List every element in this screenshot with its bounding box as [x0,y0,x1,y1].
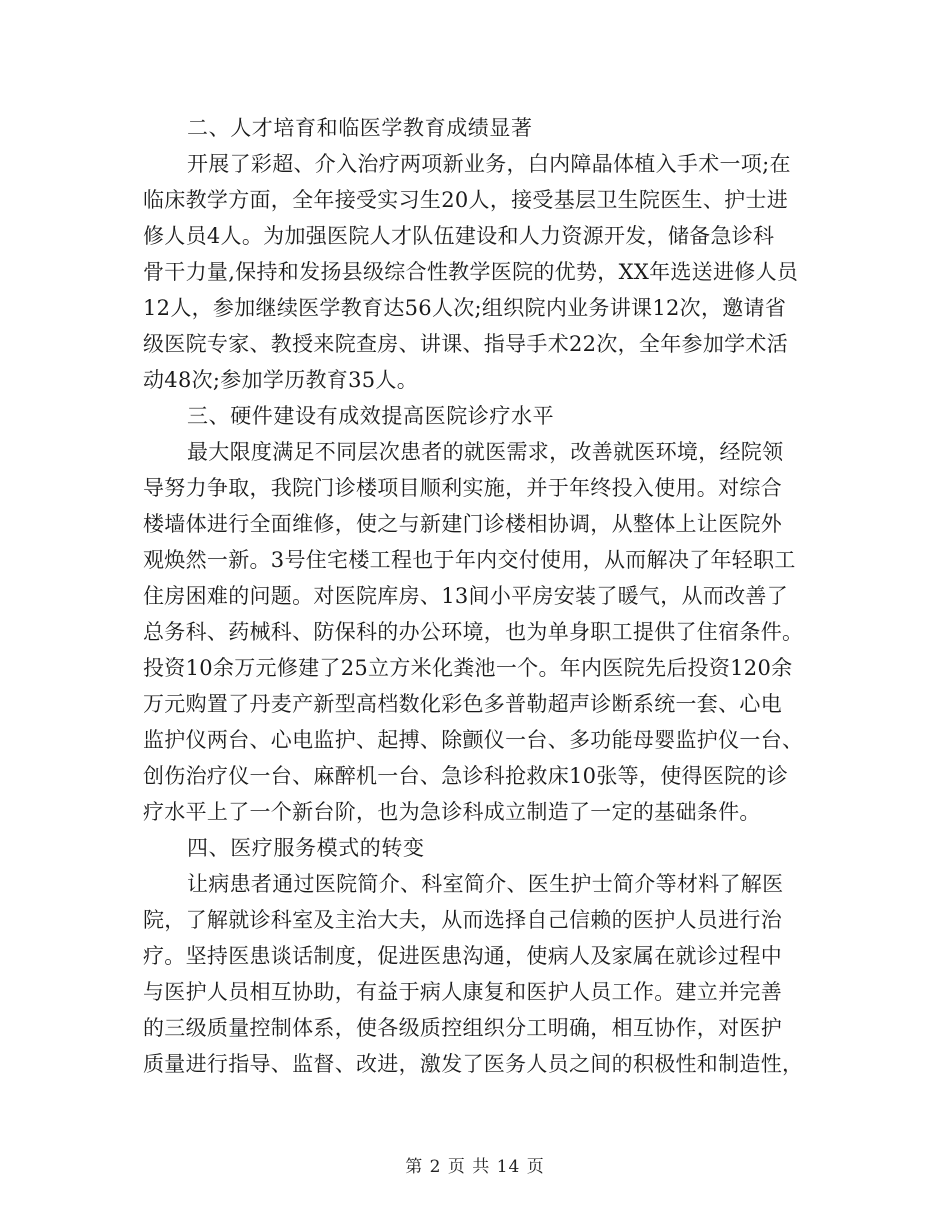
paragraph-line: 12人，参加继续医学教育达56人次;组织院内业务讲课12次，邀请省 [143,296,787,320]
paragraph-line: 最大限度满足不同层次患者的就医需求，改善就医环境，经院领 [187,440,784,464]
paragraph-line: 与医护人员相互协助，有益于病人康复和医护人员工作。建立并完善 [143,980,782,1004]
paragraph-line: 楼墙体进行全面维修，使之与新建门诊楼相协调，从整体上让医院外 [143,512,782,536]
paragraph-line: 观焕然一新。3号住宅楼工程也于年内交付使用，从而解决了年轻职工 [143,548,796,572]
paragraph-line: 骨干力量,保持和发扬县级综合性教学医院的优势，XX年选送进修人员 [143,260,799,284]
paragraph-line: 级医院专家、教授来院查房、讲课、指导手术22次，全年参加学术活 [143,332,789,356]
section-heading: 四、医疗服务模式的转变 [187,836,425,860]
section-talent-education [143,110,823,398]
section-heading: 三、硬件建设有成效提高医院诊疗水平 [187,404,555,428]
paragraph-line: 临床教学方面，全年接受实习生20人，接受基层卫生院医生、护士进 [143,188,789,212]
paragraph-line: 修人员4人。为加强医院人才队伍建设和人力资源开发，储备急诊科 [143,224,775,248]
paragraph-line: 投资10余万元修建了25立方米化粪池一个。年内医院先后投资120余 [143,656,793,680]
paragraph-line: 疗。坚持医患谈话制度，促进医患沟通，使病人及家属在就诊过程中 [143,944,782,968]
page-number-label: 第 2 页 共 14 页 [405,1157,545,1177]
page-footer [0,1152,950,1177]
paragraph-line: 监护仪两台、心电监护、起搏、除颤仪一台、多功能母婴监护仪一台、 [143,728,804,752]
section-hardware-construction [143,398,823,830]
paragraph-line: 院，了解就诊科室及主治大夫，从而选择自己信赖的医护人员进行治 [143,908,782,932]
section-service-model [143,830,823,1082]
document-body [143,110,823,1082]
paragraph-line: 导努力争取，我院门诊楼项目顺利实施，并于年终投入使用。对综合 [143,476,782,500]
paragraph-line: 让病患者通过医院简介、科室简介、医生护士简介等材料了解医 [187,872,784,896]
paragraph-line: 动48次;参加学历教育35人。 [143,368,419,392]
paragraph-line: 总务科、药械科、防保科的办公环境，也为单身职工提供了住宿条件。 [143,620,804,644]
section-heading: 二、人才培育和临医学教育成绩显著 [187,116,533,140]
paragraph-line: 疗水平上了一个新台阶，也为急诊科成立制造了一定的基础条件。 [143,800,761,824]
paragraph-line: 质量进行指导、监督、改进，激发了医务人员之间的积极性和制造性， [143,1052,804,1076]
paragraph-line: 创伤治疗仪一台、麻醉机一台、急诊科抢救床10张等，使得医院的诊 [143,764,789,788]
paragraph-line: 开展了彩超、介入治疗两项新业务，白内障晶体植入手术一项;在 [187,152,791,176]
paragraph-line: 的三级质量控制体系，使各级质控组织分工明确，相互协作，对医护 [143,1016,782,1040]
paragraph-line: 万元购置了丹麦产新型高档数化彩色多普勒超声诊断系统一套、心电 [143,692,782,716]
paragraph-line: 住房困难的问题。对医院库房、13间小平房安装了暖气，从而改善了 [143,584,789,608]
